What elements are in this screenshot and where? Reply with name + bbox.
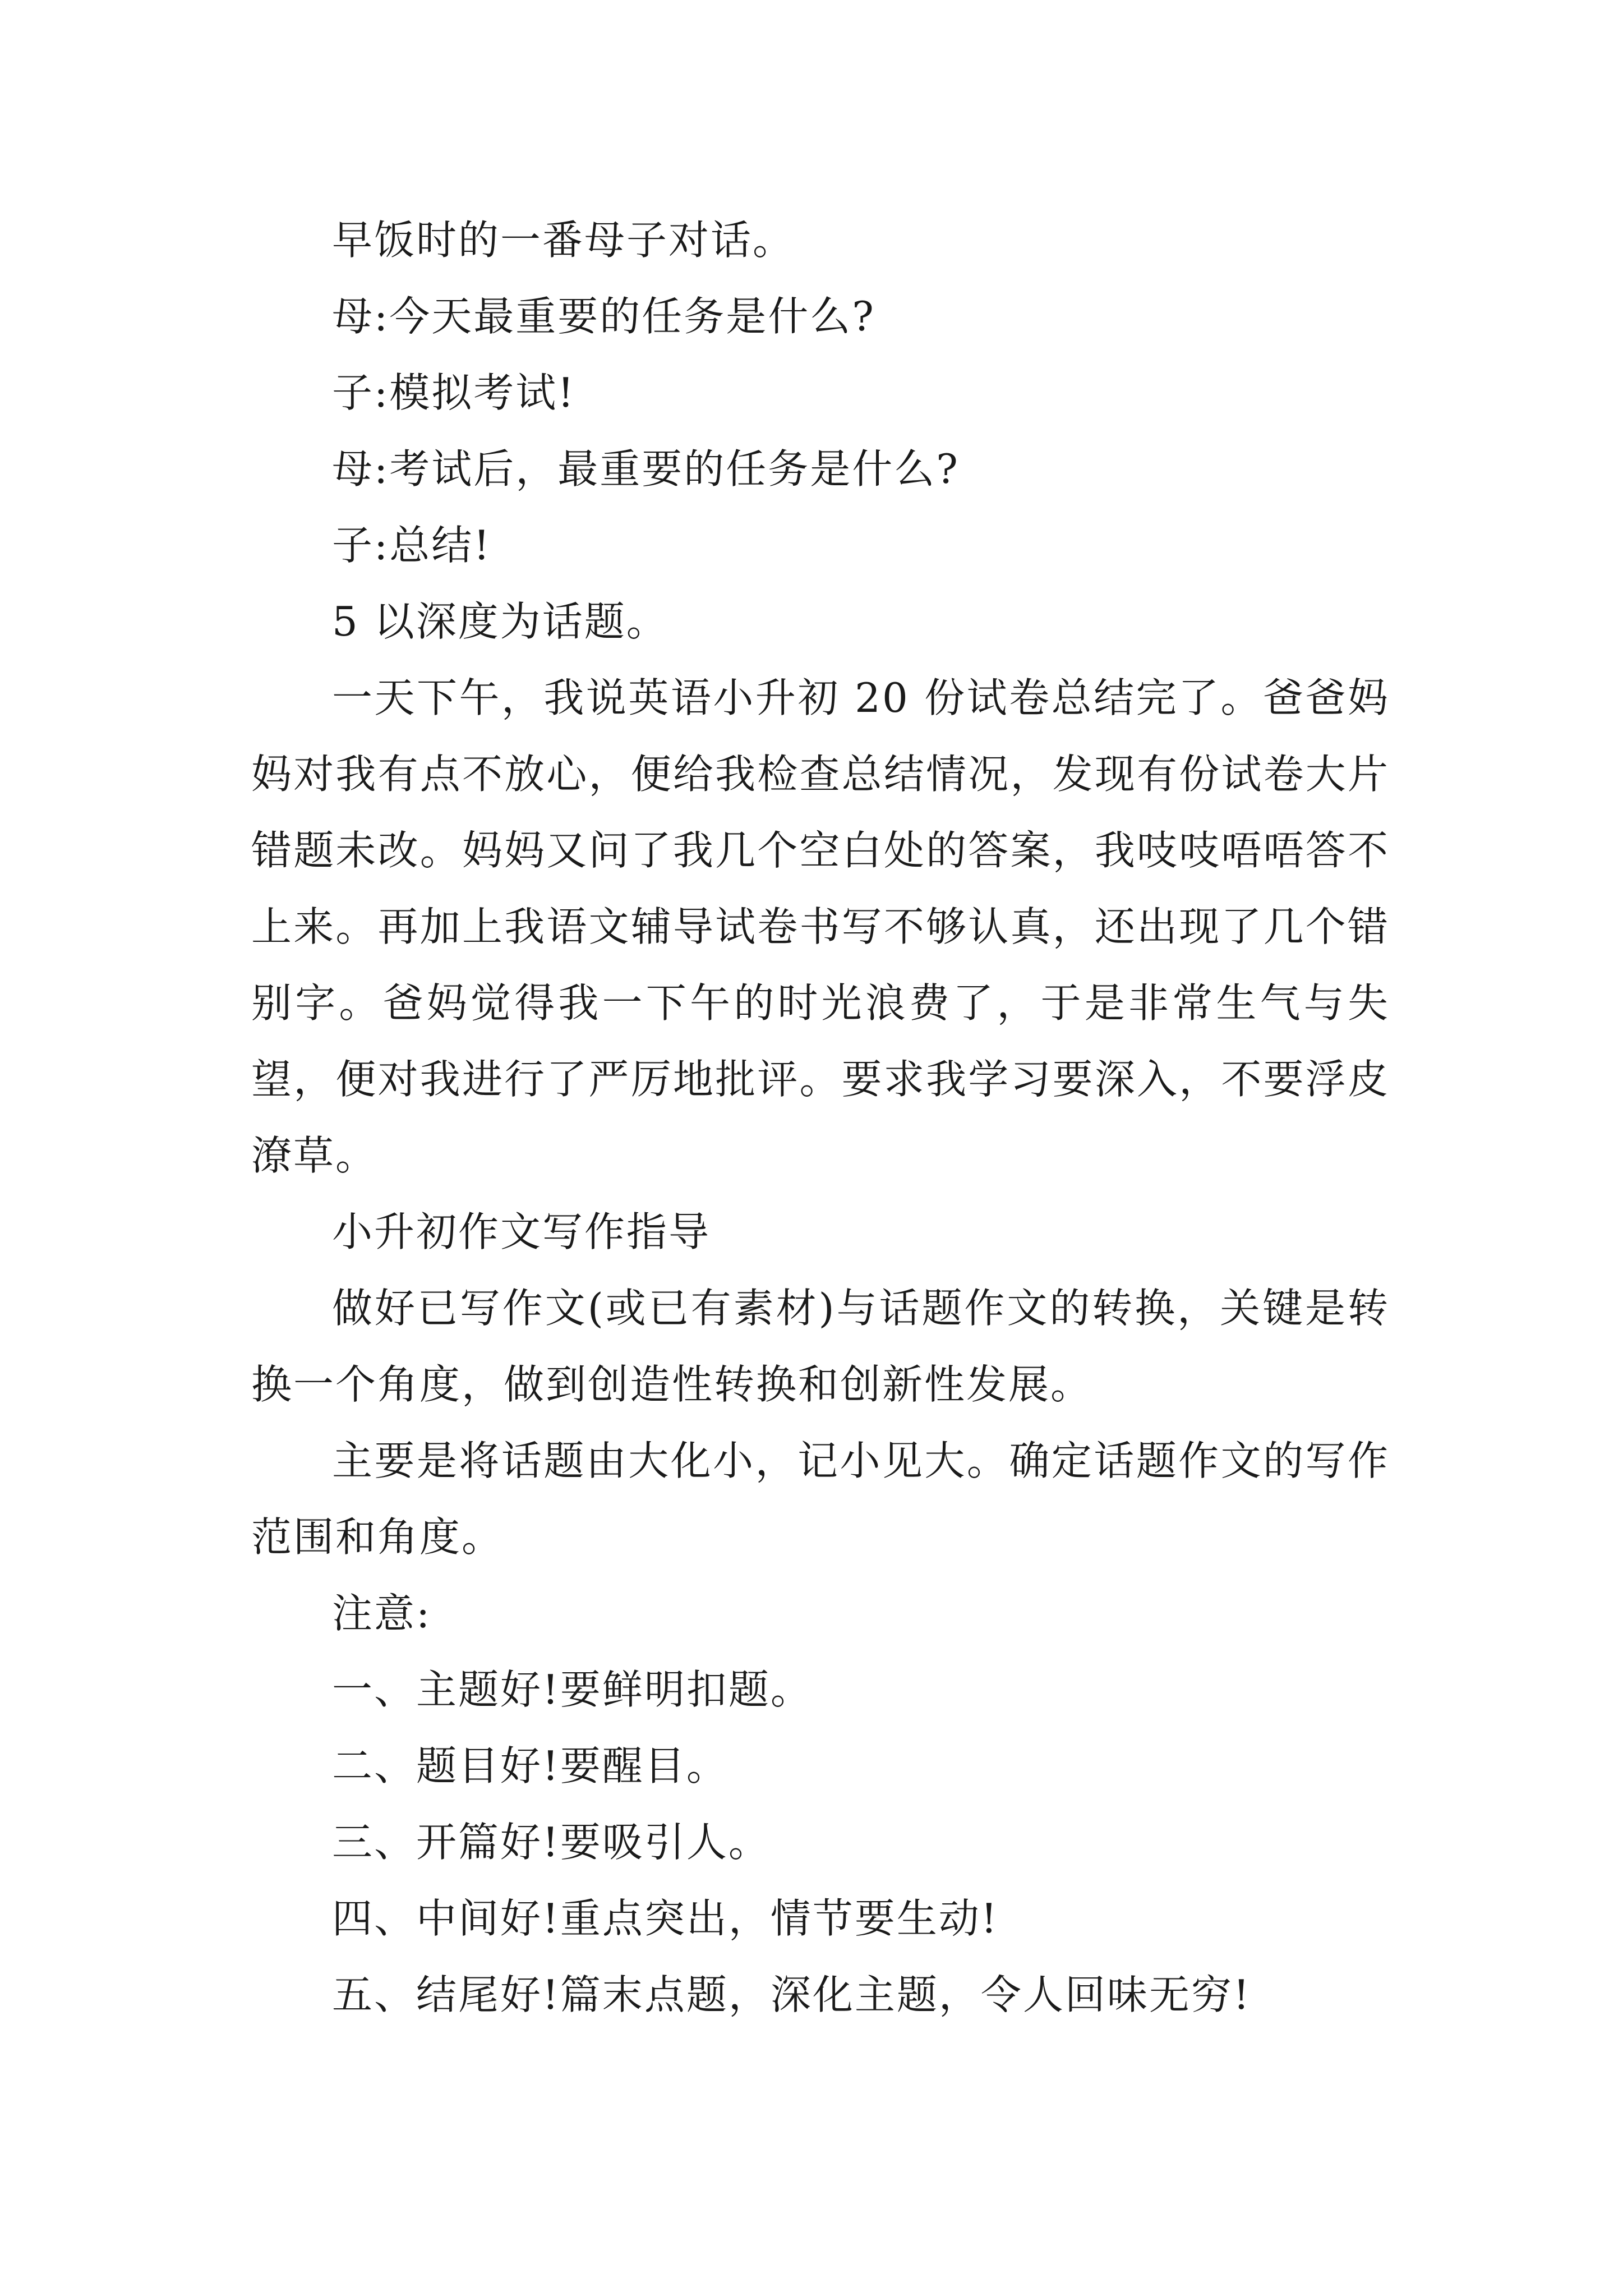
story-paragraph: 一天下午，我说英语小升初 20 份试卷总结完了。爸爸妈妈对我有点不放心，便给我检查总结情况，发现有份试卷大片错题未改。妈妈又问了我几个空白处的答案，我吱吱唔唔答不上来。再加上我语文辅导试卷书写不够认真，还出现了几个错别字。爸妈觉得我一下午的时光浪费了，于是非常生气与失望，便对我进行了严厉地批评。要求我学习要深入，不要浮皮潦草。: [251, 674, 1390, 1179]
note-item-5: 五、结尾好!篇末点题，深化主题，令人回味无穷!: [332, 1971, 1251, 2018]
note-item-4: 四、中间好!重点突出，情节要生动!: [332, 1895, 999, 1942]
dialogue-intro: 早饭时的一番母子对话。: [332, 217, 795, 264]
guidance-paragraph-1: 做好已写作文(或已有素材)与话题作文的转换，关键是转换一个角度，做到创造性转换和创新性发展。: [251, 1285, 1390, 1408]
dialogue-line-mother-1: 母:今天最重要的任务是什么?: [332, 293, 875, 340]
note-item-3: 三、开篇好!要吸引人。: [332, 1819, 771, 1866]
dialogue-line-mother-2: 母:考试后，最重要的任务是什么?: [332, 445, 960, 493]
note-item-2: 二、题目好!要醒目。: [332, 1742, 728, 1789]
dialogue-line-son-1: 子:模拟考试!: [332, 369, 576, 416]
section-heading: 小升初作文写作指导: [332, 1208, 711, 1255]
topic-heading: 5 以深度为话题。: [332, 598, 668, 645]
document-body: [251, 202, 1390, 2033]
note-item-1: 一、主题好!要鲜明扣题。: [332, 1666, 813, 1713]
notes-heading: 注意:: [332, 1590, 432, 1637]
guidance-paragraph-2: 主要是将话题由大化小，记小见大。确定话题作文的写作范围和角度。: [251, 1437, 1390, 1561]
dialogue-line-son-2: 子:总结!: [332, 522, 492, 569]
